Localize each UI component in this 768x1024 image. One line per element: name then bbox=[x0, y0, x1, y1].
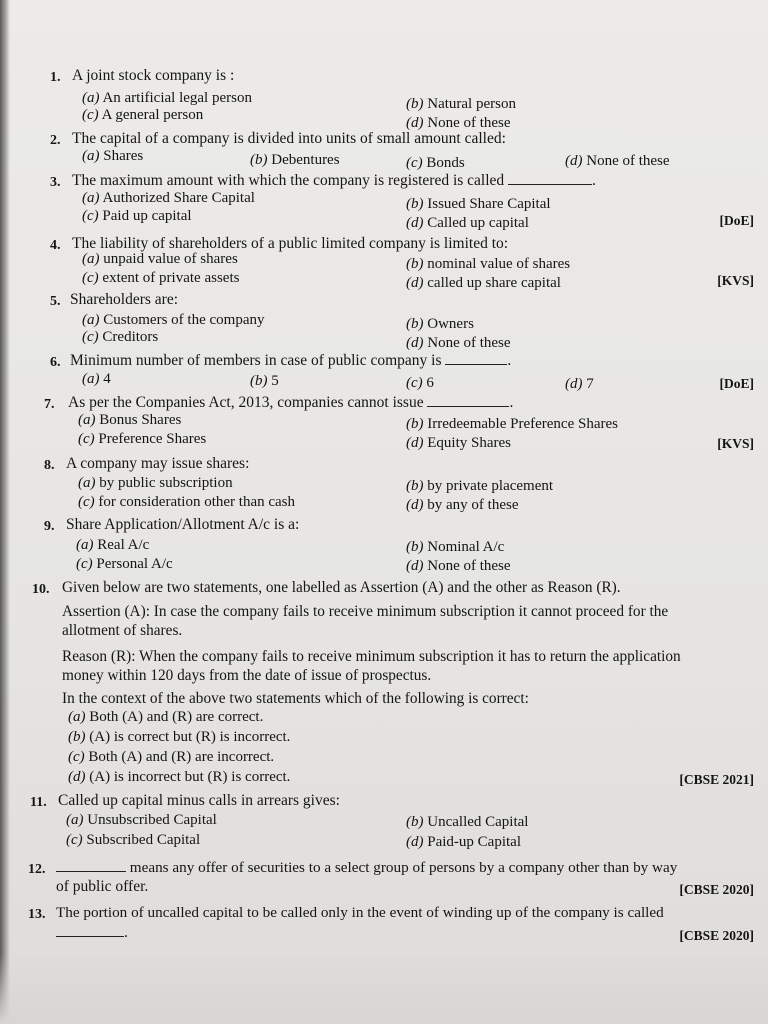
option-c: (c) Paid up capital bbox=[82, 208, 192, 224]
option-c: (c) Personal A/c bbox=[76, 556, 173, 572]
option-a: (a) unpaid value of shares bbox=[82, 251, 238, 267]
option-d: (d) (A) is incorrect but (R) is correct. bbox=[68, 769, 291, 785]
source-tag: [CBSE 2020] bbox=[679, 928, 754, 943]
option-d: (d) None of these bbox=[565, 153, 670, 169]
option-c: (c) Both (A) and (R) are incorrect. bbox=[68, 749, 275, 765]
source-tag: [DoE] bbox=[719, 213, 754, 228]
option-d: (d) by any of these bbox=[406, 497, 519, 513]
question-number: 2. bbox=[50, 133, 61, 148]
option-d: (d) 7 bbox=[565, 376, 594, 392]
option-b: (b) by private placement bbox=[406, 478, 554, 494]
option-a: (a) Both (A) and (R) are correct. bbox=[68, 709, 264, 725]
context-line: In the context of the above two statements which of the following is correct: bbox=[62, 690, 529, 707]
option-b: (b) Natural person bbox=[406, 96, 516, 112]
option-c: (c) Creditors bbox=[82, 329, 159, 345]
source-tag: [KVS] bbox=[717, 436, 754, 451]
question-stem: Shareholders are: bbox=[70, 291, 179, 308]
question-stem: The maximum amount with which the company is registered is called . bbox=[72, 172, 596, 189]
option-b: (b) (A) is correct but (R) is incorrect. bbox=[68, 729, 291, 745]
option-a: (a) 4 bbox=[82, 371, 111, 387]
question-number: 3. bbox=[50, 175, 61, 190]
option-b: (b) nominal value of shares bbox=[406, 256, 571, 272]
option-a: (a) Shares bbox=[82, 148, 144, 164]
question-stem: Given below are two statements, one labelled as Assertion (A) and the other as Reason (R). bbox=[62, 579, 621, 596]
question-number: 1. bbox=[50, 70, 61, 85]
question-stem-line-2: of public offer. bbox=[56, 878, 149, 895]
option-b: (b) Uncalled Capital bbox=[406, 814, 529, 830]
option-d: (d) Called up capital bbox=[406, 215, 529, 231]
question-stem-line-2: . bbox=[56, 924, 128, 942]
option-d: (d) Equity Shares bbox=[406, 435, 511, 451]
reason-line-1: Reason (R): When the company fails to receive minimum subscription it has to return the application bbox=[62, 648, 681, 665]
reason-line-2: money within 120 days from the date of issue of prospectus. bbox=[62, 667, 432, 684]
question-number: 13. bbox=[28, 907, 46, 922]
page-binding-shadow bbox=[0, 0, 10, 1024]
option-a: (a) Bonus Shares bbox=[78, 412, 182, 428]
option-b: (b) 5 bbox=[250, 373, 279, 389]
source-tag: [CBSE 2021] bbox=[679, 772, 754, 787]
source-tag: [DoE] bbox=[719, 376, 754, 391]
question-number: 11. bbox=[30, 795, 47, 810]
option-d: (d) Paid-up Capital bbox=[406, 834, 521, 850]
option-d: (d) None of these bbox=[406, 335, 511, 351]
option-c: (c) 6 bbox=[406, 375, 434, 391]
assertion-line-2: allotment of shares. bbox=[62, 622, 183, 639]
option-c: (c) Preference Shares bbox=[78, 431, 207, 447]
question-stem: Minimum number of members in case of public company is . bbox=[70, 352, 512, 369]
question-number: 4. bbox=[50, 238, 61, 253]
option-a: (a) Customers of the company bbox=[82, 312, 265, 328]
question-stem: The capital of a company is divided into units of small amount called: bbox=[72, 130, 506, 147]
option-b: (b) Irredeemable Preference Shares bbox=[406, 416, 618, 432]
question-number: 5. bbox=[50, 294, 61, 309]
option-d: (d) called up share capital bbox=[406, 275, 561, 291]
option-c: (c) Subscribed Capital bbox=[66, 832, 201, 848]
question-number: 9. bbox=[44, 519, 55, 534]
question-stem: As per the Companies Act, 2013, companies cannot issue . bbox=[68, 394, 514, 411]
option-d: (d) None of these bbox=[406, 115, 511, 131]
source-tag: [CBSE 2020] bbox=[679, 882, 754, 897]
option-d: (d) None of these bbox=[406, 558, 511, 574]
source-tag: [KVS] bbox=[717, 273, 754, 288]
option-a: (a) An artificial legal person bbox=[82, 90, 252, 106]
question-stem: means any offer of securities to a select group of persons by a company other than by way bbox=[56, 859, 677, 877]
page-bottom-shade bbox=[0, 954, 768, 1024]
option-c: (c) for consideration other than cash bbox=[78, 494, 296, 510]
option-b: (b) Issued Share Capital bbox=[406, 196, 551, 212]
question-number: 7. bbox=[44, 397, 55, 412]
option-a: (a) Unsubscribed Capital bbox=[66, 812, 217, 828]
option-a: (a) Real A/c bbox=[76, 537, 150, 553]
question-number: 8. bbox=[44, 458, 55, 473]
question-number: 10. bbox=[32, 582, 50, 597]
question-stem: Share Application/Allotment A/c is a: bbox=[66, 516, 300, 533]
option-b: (b) Owners bbox=[406, 316, 474, 332]
question-stem: The liability of shareholders of a public limited company is limited to: bbox=[72, 235, 509, 252]
question-number: 12. bbox=[28, 862, 46, 877]
option-c: (c) A general person bbox=[82, 107, 204, 123]
option-b: (b) Nominal A/c bbox=[406, 539, 505, 555]
option-a: (a) by public subscription bbox=[78, 475, 233, 491]
question-stem: A company may issue shares: bbox=[66, 455, 250, 472]
question-stem: A joint stock company is : bbox=[72, 67, 235, 84]
question-number: 6. bbox=[50, 355, 61, 370]
option-c: (c) extent of private assets bbox=[82, 270, 240, 286]
option-b: (b) Debentures bbox=[250, 152, 340, 168]
question-stem: Called up capital minus calls in arrears gives: bbox=[58, 792, 340, 809]
option-a: (a) Authorized Share Capital bbox=[82, 190, 255, 206]
option-c: (c) Bonds bbox=[406, 155, 465, 171]
assertion-line-1: Assertion (A): In case the company fails to receive minimum subscription it cannot proceed for the bbox=[62, 603, 669, 620]
question-stem: The portion of uncalled capital to be called only in the event of winding up of the company is called bbox=[56, 904, 664, 921]
